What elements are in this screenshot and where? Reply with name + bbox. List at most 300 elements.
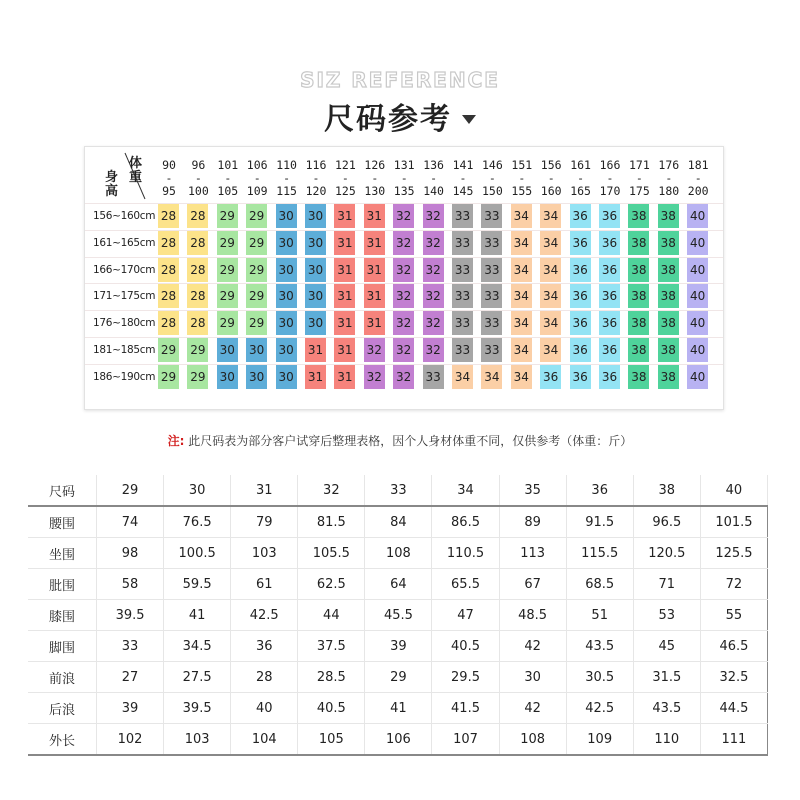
size-cell: 32	[393, 258, 414, 282]
page-title: 尺码参考	[324, 102, 452, 137]
size-cell: 28	[187, 231, 208, 255]
size-cell: 32	[423, 311, 444, 335]
size-cell: 40	[687, 204, 708, 228]
weight-to: 115	[276, 184, 297, 198]
size-cell: 36	[540, 365, 561, 389]
page-title-row	[0, 94, 800, 138]
measurement-value: 41	[365, 693, 432, 724]
measurement-value: 110.5	[432, 538, 499, 569]
measurement-value: 42	[499, 631, 566, 662]
table-row	[28, 600, 768, 631]
size-cell: 31	[334, 365, 355, 389]
size-cell: 31	[334, 258, 355, 282]
table-row	[28, 538, 768, 569]
size-cell: 29	[246, 311, 267, 335]
size-cell: 32	[393, 284, 414, 308]
size-cell: 30	[305, 284, 326, 308]
size-cell: 38	[628, 258, 649, 282]
weight-to: 160	[540, 184, 562, 198]
measurement-value: 115.5	[566, 538, 633, 569]
size-cell: 40	[687, 365, 708, 389]
measurement-value: 29.5	[432, 662, 499, 693]
measurement-value: 61	[231, 569, 298, 600]
measurement-value: 62.5	[298, 569, 365, 600]
measurement-value: 104	[231, 724, 298, 756]
measurement-value: 59.5	[164, 569, 231, 600]
size-cell: 29	[217, 204, 238, 228]
weight-range-header	[186, 159, 210, 198]
weight-range-header	[216, 159, 240, 198]
size-cell: 28	[187, 204, 208, 228]
weight-range-header	[333, 159, 357, 198]
weight-range-header	[451, 159, 475, 198]
weight-from: 166	[599, 158, 621, 172]
size-cell: 31	[364, 284, 385, 308]
size-cell: 40	[687, 258, 708, 282]
size-cell: 30	[276, 311, 297, 335]
measurement-value: 51	[566, 600, 633, 631]
header-label: 尺码	[28, 475, 97, 506]
measurement-value: 89	[499, 506, 566, 538]
size-cell: 31	[305, 365, 326, 389]
measurement-value: 105.5	[298, 538, 365, 569]
weight-range-header	[157, 159, 181, 198]
size-cell: 32	[393, 311, 414, 335]
weight-range-header	[422, 159, 446, 198]
measurement-value: 43.5	[566, 631, 633, 662]
table-row	[28, 569, 768, 600]
size-cell: 29	[158, 338, 179, 362]
size-cell: 31	[364, 258, 385, 282]
measurement-label: 前浪	[28, 662, 97, 693]
size-cell: 28	[187, 284, 208, 308]
measurement-value: 53	[633, 600, 700, 631]
table-row	[28, 693, 768, 724]
measurement-value: 111	[700, 724, 767, 756]
size-cell: 34	[511, 258, 532, 282]
size-cell: 34	[511, 284, 532, 308]
size-cell: 34	[540, 258, 561, 282]
height-range-label: 186~190cm	[93, 370, 156, 383]
weight-axis-label: 体重	[129, 156, 143, 185]
measurement-value: 86.5	[432, 506, 499, 538]
range-sep: -	[312, 171, 320, 185]
range-sep: -	[694, 171, 702, 185]
size-cell: 33	[423, 365, 444, 389]
size-cell: 38	[628, 311, 649, 335]
size-cell: 38	[658, 258, 679, 282]
size-cell: 40	[687, 311, 708, 335]
size-header-cell: 31	[231, 475, 298, 506]
weight-from: 126	[364, 158, 386, 172]
size-cell: 32	[423, 258, 444, 282]
measurement-value: 67	[499, 569, 566, 600]
size-cell: 36	[570, 311, 591, 335]
measurement-value: 43.5	[633, 693, 700, 724]
size-cell: 33	[452, 258, 473, 282]
size-cell: 30	[276, 231, 297, 255]
measurement-value: 39	[365, 631, 432, 662]
range-sep: -	[165, 171, 173, 185]
size-cell: 33	[452, 204, 473, 228]
size-cell: 34	[540, 231, 561, 255]
weight-from: 151	[511, 158, 533, 172]
weight-from: 181	[687, 158, 709, 172]
size-cell: 28	[158, 311, 179, 335]
weight-to: 135	[393, 184, 415, 198]
size-cell: 38	[628, 284, 649, 308]
measurement-value: 98	[97, 538, 164, 569]
size-header-cell: 33	[365, 475, 432, 506]
size-cell: 36	[599, 311, 620, 335]
diagonal-divider-icon	[85, 147, 157, 205]
size-cell: 40	[687, 284, 708, 308]
size-cell: 33	[452, 338, 473, 362]
weight-from: 131	[393, 158, 415, 172]
size-cell: 38	[658, 338, 679, 362]
size-cell: 28	[158, 284, 179, 308]
measurement-value: 102	[97, 724, 164, 756]
size-cell: 31	[334, 231, 355, 255]
size-cell: 32	[364, 365, 385, 389]
height-range-label: 156~160cm	[93, 210, 156, 222]
size-cell: 31	[334, 204, 355, 228]
table-row	[28, 506, 768, 538]
measurement-value: 108	[365, 538, 432, 569]
size-cell: 38	[628, 365, 649, 389]
weight-to: 165	[570, 184, 591, 198]
height-range-label: 181~185cm	[93, 344, 156, 356]
height-axis-label: 身高	[105, 170, 119, 199]
weight-from: 106	[246, 158, 268, 172]
size-cell: 34	[540, 338, 561, 362]
measurement-value: 107	[432, 724, 499, 756]
weight-to: 95	[162, 184, 176, 198]
size-header-cell: 40	[700, 475, 767, 506]
weight-range-header	[598, 159, 622, 198]
size-cell: 34	[540, 284, 561, 308]
measurement-value: 58	[97, 569, 164, 600]
measurement-value: 125.5	[700, 538, 767, 569]
measurement-value: 30.5	[566, 662, 633, 693]
size-cell: 30	[276, 258, 297, 282]
range-sep: -	[459, 171, 467, 185]
measurement-value: 41.5	[432, 693, 499, 724]
measurement-value: 32.5	[700, 662, 767, 693]
size-cell: 33	[481, 204, 502, 228]
weight-from: 101	[217, 158, 239, 172]
measurement-value: 68.5	[566, 569, 633, 600]
measurement-label: 后浪	[28, 693, 97, 724]
weight-range-header	[480, 159, 504, 198]
weight-to: 100	[188, 184, 209, 198]
size-cell: 34	[540, 204, 561, 228]
size-cell: 33	[481, 258, 502, 282]
measurement-value: 42	[499, 693, 566, 724]
measurement-value: 72	[700, 569, 767, 600]
range-sep: -	[430, 171, 438, 185]
size-cell: 32	[393, 231, 414, 255]
weight-range-header	[686, 159, 710, 198]
measurement-label: 脚围	[28, 631, 97, 662]
weight-to: 140	[423, 184, 444, 198]
size-cell: 34	[511, 231, 532, 255]
weight-range-header	[510, 159, 534, 198]
size-header-cell: 34	[432, 475, 499, 506]
size-cell: 38	[658, 365, 679, 389]
size-cell: 36	[599, 231, 620, 255]
size-cell: 38	[658, 231, 679, 255]
size-cell: 38	[658, 284, 679, 308]
weight-to: 180	[658, 184, 680, 198]
note	[0, 432, 800, 449]
measurement-value: 109	[566, 724, 633, 756]
height-range-label: 176~180cm	[93, 317, 156, 330]
measurement-value: 79	[231, 506, 298, 538]
size-cell: 34	[511, 338, 532, 362]
measurement-value: 37.5	[298, 631, 365, 662]
size-cell: 36	[570, 338, 591, 362]
spec-table	[28, 475, 768, 756]
range-sep: -	[224, 171, 232, 185]
size-header-cell: 30	[164, 475, 231, 506]
measurement-value: 42.5	[566, 693, 633, 724]
range-sep: -	[253, 171, 261, 185]
size-cell: 33	[452, 311, 473, 335]
size-cell: 31	[364, 204, 385, 228]
size-cell: 33	[481, 231, 502, 255]
measurement-value: 45.5	[365, 600, 432, 631]
size-cell: 29	[217, 231, 238, 255]
size-cell: 28	[187, 311, 208, 335]
note-lead: 注:	[167, 434, 185, 448]
size-header-cell: 38	[633, 475, 700, 506]
measurement-value: 96.5	[633, 506, 700, 538]
measurement-value: 28.5	[298, 662, 365, 693]
size-cell: 31	[305, 338, 326, 362]
size-cell: 30	[276, 204, 297, 228]
measurement-value: 40.5	[432, 631, 499, 662]
size-cell: 32	[393, 204, 414, 228]
weight-range-header	[569, 159, 593, 198]
caret-down-icon	[462, 115, 476, 124]
size-cell: 29	[217, 284, 238, 308]
weight-to: 105	[217, 184, 239, 198]
measurement-label: 外长	[28, 724, 97, 756]
range-sep: -	[371, 171, 379, 185]
range-sep: -	[547, 171, 555, 185]
measurement-value: 44.5	[700, 693, 767, 724]
weight-to: 145	[452, 184, 474, 198]
size-cell: 28	[158, 204, 179, 228]
weight-to: 175	[629, 184, 650, 198]
range-sep: -	[400, 171, 408, 185]
size-cell: 30	[305, 258, 326, 282]
size-cell: 32	[423, 204, 444, 228]
table-row	[28, 662, 768, 693]
range-sep: -	[341, 171, 349, 185]
measurement-value: 27.5	[164, 662, 231, 693]
size-cell: 30	[276, 284, 297, 308]
size-cell: 38	[628, 338, 649, 362]
weight-from: 121	[335, 158, 356, 172]
weight-from: 156	[540, 158, 562, 172]
size-cell: 29	[246, 284, 267, 308]
size-cell: 36	[570, 365, 591, 389]
size-cell: 30	[246, 338, 267, 362]
size-cell: 32	[423, 231, 444, 255]
size-cell: 28	[158, 258, 179, 282]
weight-range-header	[392, 159, 416, 198]
size-cell: 31	[364, 311, 385, 335]
size-cell: 30	[276, 338, 297, 362]
measurement-value: 76.5	[164, 506, 231, 538]
measurement-value: 71	[633, 569, 700, 600]
weight-to: 130	[364, 184, 386, 198]
weight-to: 120	[305, 184, 327, 198]
size-cell: 40	[687, 338, 708, 362]
weight-range-header	[245, 159, 269, 198]
size-cell: 36	[599, 258, 620, 282]
weight-from: 161	[570, 158, 591, 172]
measurement-value: 31.5	[633, 662, 700, 693]
size-cell: 36	[599, 338, 620, 362]
size-cell: 30	[276, 365, 297, 389]
measurement-value: 47	[432, 600, 499, 631]
measurement-value: 81.5	[298, 506, 365, 538]
corner-header	[85, 147, 157, 205]
measurement-value: 103	[231, 538, 298, 569]
measurement-value: 46.5	[700, 631, 767, 662]
size-cell: 30	[305, 231, 326, 255]
size-cell: 36	[599, 365, 620, 389]
weight-range-header	[304, 159, 328, 198]
range-sep: -	[635, 171, 643, 185]
measurement-value: 41	[164, 600, 231, 631]
measurement-value: 39	[97, 693, 164, 724]
size-cell: 30	[217, 338, 238, 362]
size-cell: 29	[158, 365, 179, 389]
weight-range-header	[539, 159, 563, 198]
subtitle-en: SIZ REFERENCE	[300, 68, 500, 92]
size-cell: 36	[570, 284, 591, 308]
size-cell: 30	[305, 311, 326, 335]
range-sep: -	[283, 171, 291, 185]
size-cell: 29	[217, 258, 238, 282]
table-row	[28, 724, 768, 756]
measurement-value: 44	[298, 600, 365, 631]
size-cell: 31	[334, 311, 355, 335]
weight-range-header	[657, 159, 681, 198]
weight-range-header	[363, 159, 387, 198]
weight-to: 150	[482, 184, 503, 198]
weight-range-header	[275, 159, 299, 198]
weight-to: 125	[335, 184, 356, 198]
measurement-value: 101.5	[700, 506, 767, 538]
measurement-value: 36	[231, 631, 298, 662]
range-sep: -	[577, 171, 585, 185]
measurement-value: 40.5	[298, 693, 365, 724]
range-sep: -	[488, 171, 496, 185]
size-cell: 29	[246, 204, 267, 228]
size-header-cell: 29	[97, 475, 164, 506]
measurement-value: 27	[97, 662, 164, 693]
height-range-label: 171~175cm	[93, 290, 156, 303]
measurement-value: 45	[633, 631, 700, 662]
measurement-value: 84	[365, 506, 432, 538]
size-cell: 38	[658, 204, 679, 228]
measurement-label: 膝围	[28, 600, 97, 631]
size-cell: 36	[570, 204, 591, 228]
size-header-cell: 36	[566, 475, 633, 506]
range-sep: -	[194, 171, 202, 185]
size-cell: 33	[452, 231, 473, 255]
size-cell: 33	[481, 311, 502, 335]
size-cell: 33	[452, 284, 473, 308]
weight-from: 136	[423, 158, 444, 172]
weight-from: 96	[191, 158, 206, 172]
weight-from: 116	[305, 158, 327, 172]
size-cell: 29	[246, 258, 267, 282]
measurement-value: 64	[365, 569, 432, 600]
measurement-value: 39.5	[97, 600, 164, 631]
size-cell: 30	[246, 365, 267, 389]
size-cell: 36	[599, 284, 620, 308]
size-chart	[84, 146, 724, 410]
size-cell: 34	[540, 311, 561, 335]
size-cell: 38	[658, 311, 679, 335]
size-cell: 28	[158, 231, 179, 255]
size-cell: 32	[393, 338, 414, 362]
size-cell: 28	[187, 258, 208, 282]
range-sep: -	[606, 171, 614, 185]
size-cell: 31	[334, 284, 355, 308]
size-cell: 38	[628, 204, 649, 228]
size-cell: 34	[511, 365, 532, 389]
height-range-label: 166~170cm	[93, 263, 156, 276]
measurement-value: 28	[231, 662, 298, 693]
measurement-label: 坐围	[28, 538, 97, 569]
size-cell: 36	[570, 258, 591, 282]
measurement-value: 65.5	[432, 569, 499, 600]
measurement-value: 110	[633, 724, 700, 756]
measurement-value: 103	[164, 724, 231, 756]
weight-to: 170	[599, 184, 621, 198]
measurement-value: 34.5	[164, 631, 231, 662]
weight-to: 200	[687, 184, 709, 198]
size-cell: 34	[452, 365, 473, 389]
size-cell: 36	[599, 204, 620, 228]
range-sep: -	[518, 171, 526, 185]
measurement-value: 113	[499, 538, 566, 569]
size-cell: 29	[187, 338, 208, 362]
measurement-value: 120.5	[633, 538, 700, 569]
weight-from: 90	[162, 158, 176, 172]
size-cell: 34	[481, 365, 502, 389]
weight-from: 176	[658, 158, 680, 172]
size-cell: 32	[423, 284, 444, 308]
measurement-value: 30	[499, 662, 566, 693]
size-cell: 32	[364, 338, 385, 362]
measurement-value: 91.5	[566, 506, 633, 538]
height-range-label: 161~165cm	[93, 236, 156, 249]
measurement-value: 42.5	[231, 600, 298, 631]
size-cell: 31	[334, 338, 355, 362]
size-header-cell: 35	[499, 475, 566, 506]
measurement-value: 39.5	[164, 693, 231, 724]
size-cell: 38	[628, 231, 649, 255]
size-cell: 40	[687, 231, 708, 255]
